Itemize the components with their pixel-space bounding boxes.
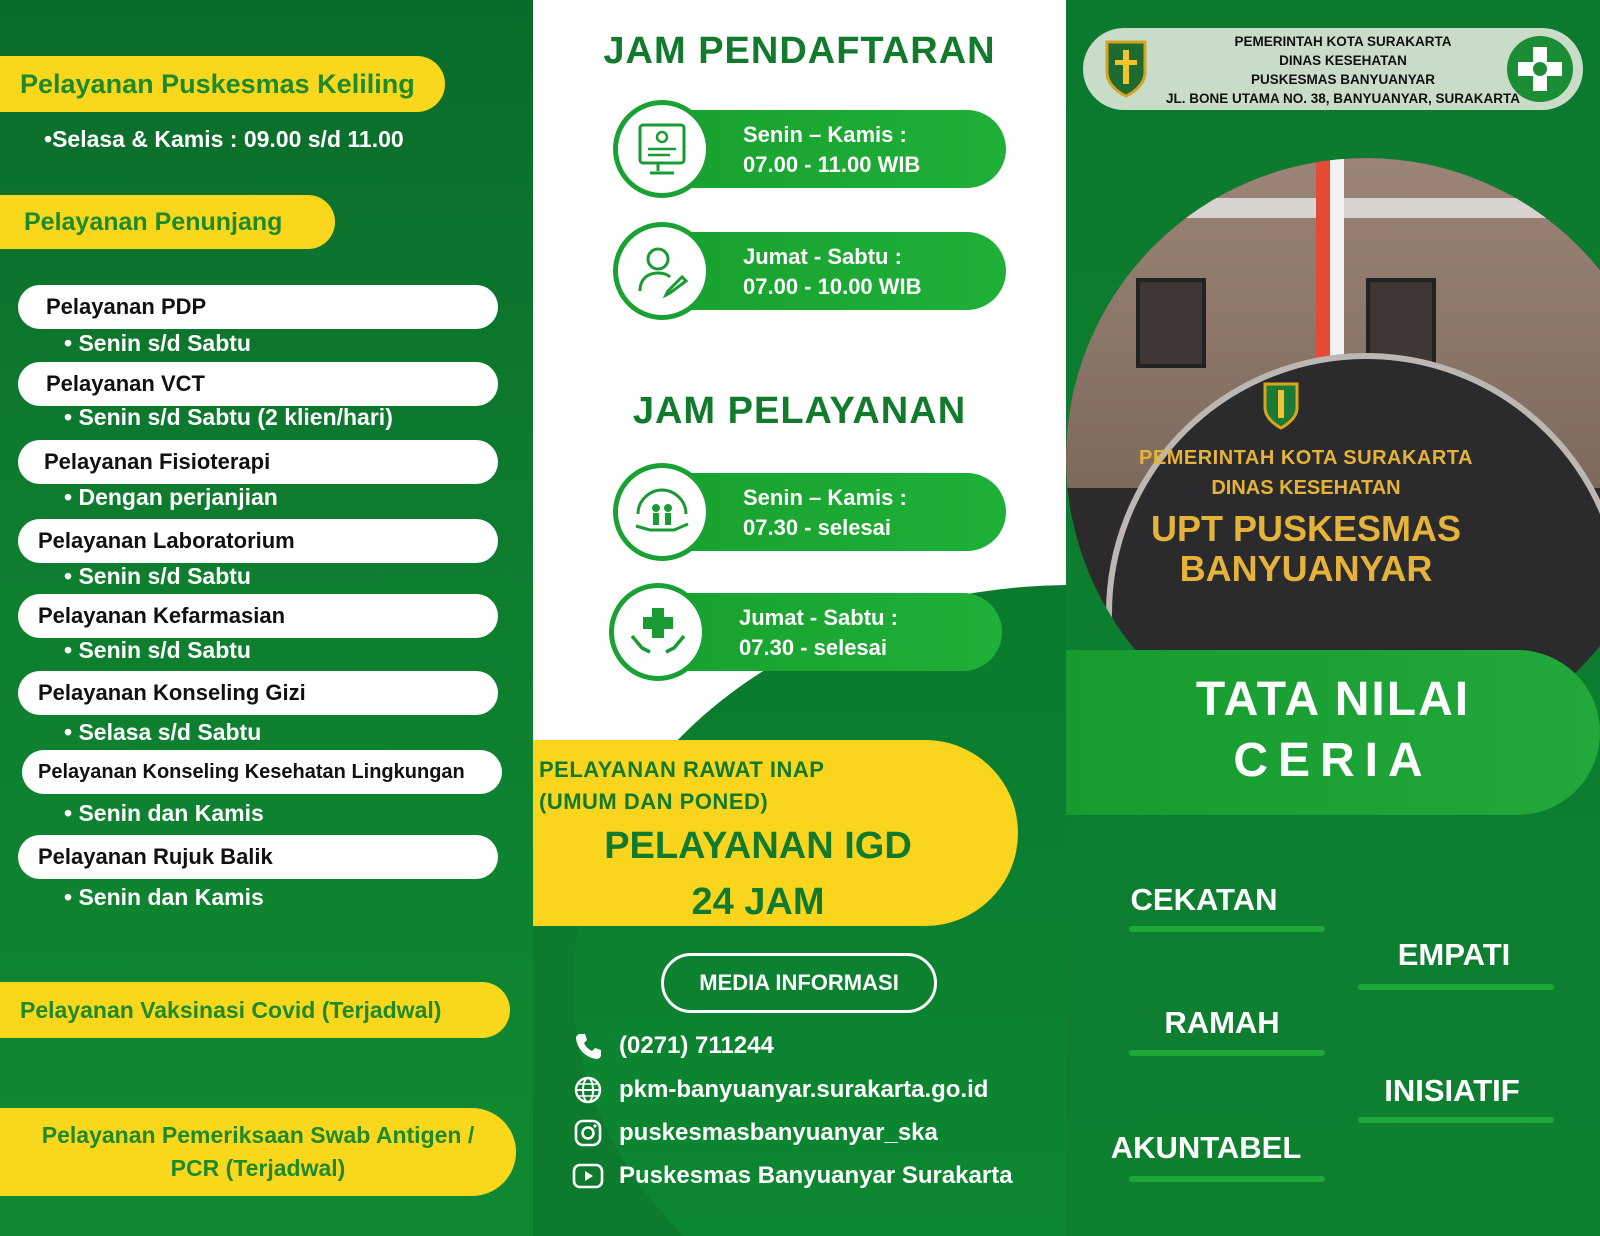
service-name: Pelayanan Laboratorium — [38, 528, 295, 553]
header-line1: PEMERINTAH KOTA SURAKARTA — [1234, 34, 1452, 49]
sign-line1: PEMERINTAH KOTA SURAKARTA — [1139, 447, 1473, 469]
hour-time: 07.00 - 11.00 WIB — [743, 152, 921, 177]
service-schedule-text: Senin dan Kamis — [78, 800, 264, 826]
header-institution — [1083, 28, 1583, 110]
value-cekatan: CEKATAN — [1130, 882, 1278, 917]
penunjang-title: Pelayanan Penunjang — [24, 207, 283, 236]
service-name: Pelayanan Konseling Kesehatan Lingkungan — [38, 760, 465, 783]
service-schedule: • Senin s/d Sabtu (2 klien/hari) — [64, 404, 393, 430]
website-url[interactable]: pkm-banyuanyar.surakarta.go.id — [619, 1076, 989, 1103]
pelayanan-title: JAM PELAYANAN — [632, 390, 967, 432]
youtube-icon — [571, 1160, 605, 1192]
media-informasi-badge — [661, 953, 937, 1013]
hour-time: 07.30 - selesai — [743, 515, 892, 540]
hour-days: Jumat - Sabtu : — [743, 244, 902, 269]
middle-panel — [533, 0, 1066, 1236]
phone-number: (0271) 711244 — [619, 1032, 774, 1059]
penunjang-title-pill — [0, 195, 335, 249]
value-empati: EMPATI — [1397, 937, 1511, 972]
service-schedule: • Senin s/d Sabtu — [64, 637, 251, 663]
globe-icon — [571, 1074, 605, 1106]
service-schedule-text: Selasa s/d Sabtu — [78, 719, 262, 745]
hour-time: 07.30 - selesai — [739, 635, 888, 660]
tata-nilai-title: TATA NILAI — [1195, 673, 1471, 726]
service-pill-kefarmasian — [18, 594, 498, 638]
service-schedule-text: Senin dan Kamis — [78, 884, 264, 910]
service-name: Pelayanan Konseling Gizi — [38, 680, 306, 705]
header-line3: PUSKESMAS BANYUANYAR — [1250, 72, 1436, 87]
surakarta-emblem-icon — [1103, 38, 1149, 100]
hour-days: Senin – Kamis : — [743, 485, 907, 510]
pelayanan-row-2 — [609, 583, 1009, 673]
header-line4: JL. BONE UTAMA NO. 38, BANYUANYAR, SURAKARTA — [1165, 91, 1521, 106]
header-line2: DINAS KESEHATAN — [1279, 53, 1407, 68]
instagram-handle[interactable]: puskesmasbanyuanyar_ska — [619, 1119, 938, 1146]
service-schedule: • Senin dan Kamis — [64, 884, 264, 910]
service-schedule-text: Senin s/d Sabtu — [78, 563, 251, 589]
service-pill-vct — [18, 362, 498, 406]
service-schedule: • Senin dan Kamis — [64, 800, 264, 826]
service-schedule: • Dengan perjanjian — [64, 484, 278, 510]
service-pill-pdp — [18, 285, 498, 329]
city-emblem-icon — [1261, 380, 1301, 430]
sign-line4: BANYUANYAR — [1179, 548, 1433, 589]
youtube-channel[interactable]: Puskesmas Banyuanyar Surakarta — [619, 1162, 1013, 1189]
ceria-title: CERIA — [1233, 734, 1433, 787]
tata-nilai-banner — [1066, 650, 1600, 815]
value-akuntabel: AKUNTABEL — [1110, 1130, 1302, 1165]
left-panel — [0, 0, 533, 1236]
value-ramah: RAMAH — [1164, 1005, 1280, 1040]
vaksinasi-text: Pelayanan Vaksinasi Covid (Terjadwal) — [20, 996, 442, 1023]
value-underline — [1129, 926, 1325, 932]
service-pill-laboratorium — [18, 519, 498, 563]
service-schedule: • Senin s/d Sabtu — [64, 330, 251, 356]
registration-form-icon — [613, 100, 711, 198]
keliling-title: Pelayanan Puskesmas Keliling — [20, 68, 415, 99]
pendaftaran-row-2 — [613, 222, 1013, 312]
rawat-inap-line1: PELAYANAN RAWAT INAP — [539, 757, 825, 782]
service-pill-fisioterapi — [18, 440, 498, 484]
medical-cross-hands-icon — [609, 583, 707, 681]
keliling-title-pill — [0, 56, 445, 112]
hour-days: Jumat - Sabtu : — [739, 605, 898, 630]
keliling-schedule: •Selasa & Kamis : 09.00 s/d 11.00 — [44, 126, 404, 152]
pendaftaran-title: JAM PENDAFTARAN — [603, 30, 996, 72]
igd-hours: 24 JAM — [691, 881, 825, 923]
service-name: Pelayanan Fisioterapi — [44, 449, 271, 474]
service-schedule: • Selasa s/d Sabtu — [64, 719, 262, 745]
service-name: Pelayanan PDP — [46, 294, 207, 319]
service-schedule-text: Senin s/d Sabtu (2 klien/hari) — [78, 404, 393, 430]
vaksinasi-pill — [0, 982, 510, 1038]
keliling-schedule-text: Selasa & Kamis : 09.00 s/d 11.00 — [52, 126, 404, 152]
hour-days: Senin – Kamis : — [743, 122, 907, 147]
value-underline — [1129, 1050, 1325, 1056]
contact-instagram — [571, 1117, 938, 1149]
igd-title: PELAYANAN IGD — [604, 825, 912, 867]
phone-icon — [571, 1030, 605, 1062]
service-schedule-text: Dengan perjanjian — [78, 484, 278, 510]
sign-line2: DINAS KESEHATAN — [1211, 477, 1401, 499]
contact-website — [571, 1074, 988, 1106]
instagram-icon — [571, 1117, 605, 1149]
hour-time: 07.00 - 10.00 WIB — [743, 274, 922, 299]
value-underline — [1129, 1176, 1325, 1182]
puskesmas-logo-icon — [1507, 36, 1573, 102]
contact-phone — [571, 1030, 774, 1062]
rawat-inap-line2: (UMUM DAN PONED) — [539, 789, 769, 814]
igd-banner — [533, 740, 1018, 926]
swab-text-line1: Pelayanan Pemeriksaan Swab Antigen / — [41, 1122, 475, 1148]
swab-text-line2: PCR (Terjadwal) — [170, 1155, 346, 1181]
service-schedule: • Senin s/d Sabtu — [64, 563, 251, 589]
pendaftaran-row-1 — [613, 100, 1013, 190]
service-name: Pelayanan Rujuk Balik — [38, 844, 273, 869]
service-pill-kesling — [22, 750, 502, 794]
pelayanan-row-1 — [613, 463, 1013, 553]
sign-line3: UPT PUSKESMAS — [1150, 508, 1462, 549]
right-panel — [1066, 0, 1600, 1236]
service-pill-rujuk-balik — [18, 835, 498, 879]
swab-pill — [0, 1108, 516, 1196]
media-informasi-label: MEDIA INFORMASI — [699, 970, 899, 995]
service-name: Pelayanan Kefarmasian — [38, 603, 286, 628]
header-text-block — [1153, 32, 1533, 108]
service-pill-gizi — [18, 671, 498, 715]
value-inisiatif: INISIATIF — [1384, 1073, 1520, 1108]
value-underline — [1358, 984, 1554, 990]
service-schedule-text: Senin s/d Sabtu — [78, 330, 251, 356]
user-edit-icon — [613, 222, 711, 320]
contact-youtube — [571, 1160, 1013, 1192]
service-schedule-text: Senin s/d Sabtu — [78, 637, 251, 663]
family-care-icon — [613, 463, 711, 561]
value-underline — [1358, 1117, 1554, 1123]
service-name: Pelayanan VCT — [46, 371, 205, 396]
